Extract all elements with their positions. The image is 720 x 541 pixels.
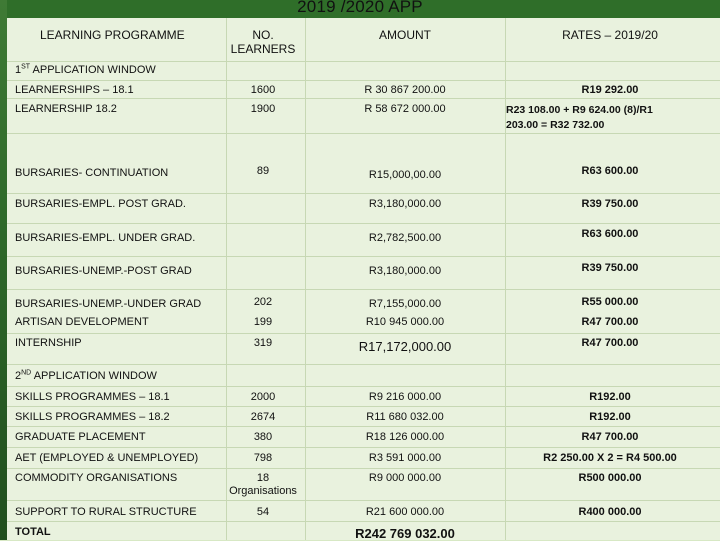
cell-learners: 199: [253, 316, 273, 328]
left-accent-band: [0, 0, 7, 540]
cell-amount: R11 680 032.00: [366, 411, 444, 423]
cell-programme: BURSARIES-UNEMP.-UNDER GRAD: [15, 298, 202, 310]
cell-amount: R18 126 000.00: [365, 431, 445, 443]
cell-learners: 18 Organisations: [229, 472, 297, 497]
cell-rate: R63 600.00: [581, 228, 639, 240]
cell-amount: R3 591 000.00: [368, 452, 442, 464]
row-divider: [7, 500, 720, 501]
row-divider: [7, 223, 720, 224]
cell-programme: BURSARIES- CONTINUATION: [15, 167, 169, 179]
row-divider: [7, 193, 720, 194]
cell-amount: R3,180,000.00: [368, 265, 442, 277]
cell-programme: SKILLS PROGRAMMES – 18.2: [15, 411, 170, 423]
row-divider: [7, 98, 720, 99]
cell-rate: R39 750.00: [581, 198, 639, 210]
cell-rate: R192.00: [589, 391, 631, 403]
cell-programme: LEARNERSHIP 18.2: [15, 103, 117, 115]
row-divider: [7, 133, 720, 134]
total-label: TOTAL: [15, 526, 51, 538]
cell-amount: R9 216 000.00: [368, 391, 442, 403]
header-rates: RATES – 2019/20: [562, 28, 658, 42]
cell-amount: R10 945 000.00: [365, 316, 445, 328]
cell-learners: 1900: [250, 103, 276, 115]
row-divider: [7, 426, 720, 427]
row-divider: [7, 61, 720, 62]
cell-rate: R500 000.00: [578, 472, 642, 484]
cell-learners: 1600: [250, 84, 276, 96]
row-divider: [7, 521, 720, 522]
cell-learners: 380: [253, 431, 273, 443]
cell-programme: INTERNSHIP: [15, 337, 82, 349]
cell-learners: 2000: [250, 391, 276, 403]
cell-learners: 2674: [250, 411, 276, 423]
cell-programme: SUPPORT TO RURAL STRUCTURE: [15, 506, 197, 518]
section-second-window: 2ND APPLICATION WINDOW: [15, 369, 157, 382]
cell-amount: R2,782,500.00: [368, 232, 442, 244]
cell-programme: GRADUATE PLACEMENT: [15, 431, 146, 443]
header-programme: LEARNING PROGRAMME: [40, 28, 185, 42]
cell-programme: COMMODITY ORGANISATIONS: [15, 472, 178, 484]
cell-learners: 202: [253, 296, 273, 308]
cell-amount: R21 600 000.00: [365, 506, 445, 518]
cell-learners: 319: [253, 337, 273, 349]
row-divider: [7, 364, 720, 365]
row-divider: [7, 333, 720, 334]
row-divider: [7, 406, 720, 407]
cell-learners: 54: [256, 506, 270, 518]
cell-amount: R7,155,000.00: [368, 298, 442, 310]
cell-amount: R17,172,000.00: [358, 339, 452, 354]
row-divider: [7, 386, 720, 387]
cell-learners: 798: [253, 452, 273, 464]
header-amount: AMOUNT: [379, 28, 431, 42]
cell-rate: R23 108.00 + R9 624.00 (8)/R1 203.00 = R32 732.00: [506, 104, 653, 131]
cell-amount: R 58 672 000.00: [364, 103, 446, 115]
cell-programme: BURSARIES-EMPL. POST GRAD.: [15, 198, 186, 210]
cell-programme: SKILLS PROGRAMMES – 18.1: [15, 391, 170, 403]
cell-rate: R55 000.00: [581, 296, 639, 308]
cell-rate: R192.00: [589, 411, 631, 423]
row-divider: [7, 256, 720, 257]
cell-programme: AET (EMPLOYED & UNEMPLOYED): [15, 452, 199, 464]
cell-programme: LEARNERSHIPS – 18.1: [15, 84, 134, 96]
cell-amount: R15,000,00.00: [368, 169, 442, 181]
page-title: 2019 /2020 APP: [297, 0, 423, 16]
row-divider: [7, 80, 720, 81]
cell-rate: R47 700.00: [581, 316, 639, 328]
section-first-window: 1ST APPLICATION WINDOW: [15, 63, 156, 76]
cell-programme: BURSARIES-UNEMP.-POST GRAD: [15, 265, 192, 277]
cell-rate: R63 600.00: [581, 165, 639, 177]
cell-learners: 89: [256, 165, 270, 177]
row-divider: [7, 447, 720, 448]
cell-rate: R47 700.00: [581, 337, 639, 349]
cell-rate: R39 750.00: [581, 262, 639, 274]
cell-rate: R19 292.00: [581, 84, 639, 96]
cell-amount: R3,180,000.00: [368, 198, 442, 210]
cell-rate: R400 000.00: [578, 506, 642, 518]
cell-rate: R47 700.00: [581, 431, 639, 443]
cell-programme: ARTISAN DEVELOPMENT: [15, 316, 149, 328]
row-divider: [7, 289, 720, 290]
cell-rate: R2 250.00 X 2 = R4 500.00: [543, 452, 677, 464]
cell-amount: R 30 867 200.00: [364, 84, 446, 96]
total-amount: R242 769 032.00: [355, 526, 455, 541]
cell-amount: R9 000 000.00: [368, 472, 442, 484]
cell-programme: BURSARIES-EMPL. UNDER GRAD.: [15, 232, 196, 244]
header-learners: NO. LEARNERS: [230, 28, 296, 56]
row-divider: [7, 468, 720, 469]
